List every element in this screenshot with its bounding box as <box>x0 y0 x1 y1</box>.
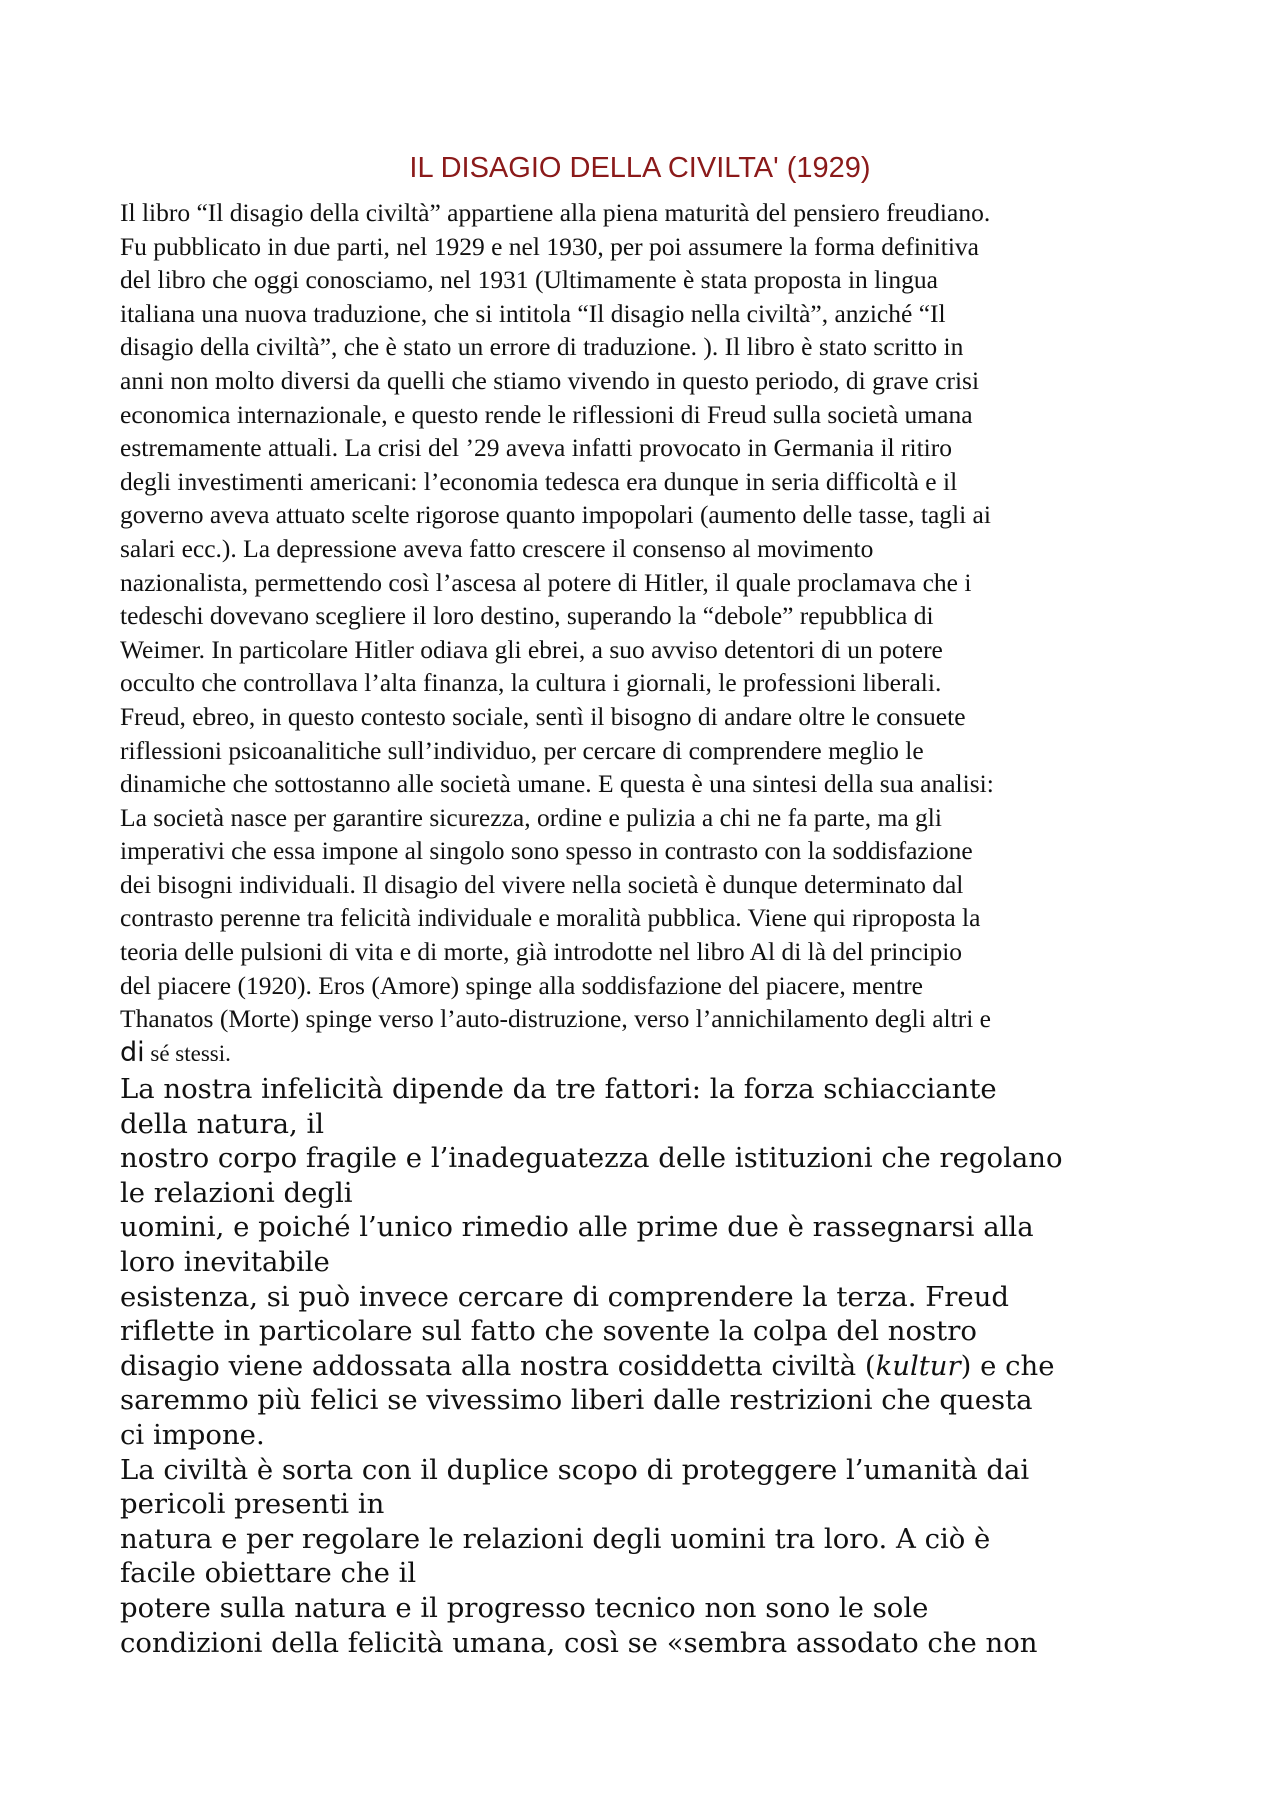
paragraph-line: occulto che controllava l’alta finanza, la cultura i giornali, le professioni liberali. <box>120 668 942 698</box>
paragraph-line: le relazioni degli <box>120 1176 353 1209</box>
paragraph-line: Fu pubblicato in due parti, nel 1929 e nel 1930, per poi assumere la forma definitiva <box>120 231 979 261</box>
paragraph-line: pericoli presenti in <box>120 1488 385 1521</box>
paragraph-line: Weimer. In particolare Hitler odiava gli ebrei, a suo avviso detentori di un potere <box>120 634 943 664</box>
paragraph-line: La nostra infelicità dipende da tre fattori: la forza schiacciante <box>120 1073 997 1105</box>
paragraph-line-tail: sé stessi. <box>144 1040 231 1066</box>
paragraph-line: ci impone. <box>120 1418 265 1451</box>
paragraph-line: saremmo più felici se vivessimo liberi dalle restrizioni che questa <box>120 1384 1033 1417</box>
intro-paragraph <box>120 196 1180 1070</box>
kultur-line-before: disagio viene addossata alla nostra cosiddetta civiltà ( <box>120 1349 876 1382</box>
paragraph-line: esistenza, si può invece cercare di comprendere la terza. Freud <box>120 1280 1010 1313</box>
paragraph-line: del libro che oggi conosciamo, nel 1931 (Ultimamente è stata proposta in lingua <box>120 265 938 295</box>
paragraph-line: riflette in particolare sul fatto che sovente la colpa del nostro <box>120 1315 977 1348</box>
paragraph-line: contrasto perenne tra felicità individuale e moralità pubblica. Viene qui riproposta la <box>120 903 981 933</box>
kultur-line-after: ) e che <box>960 1349 1055 1382</box>
analysis-paragraph <box>120 1072 1180 1660</box>
paragraph-line: Thanatos (Morte) spinge verso l’auto-distruzione, verso l’annichilamento degli altri e <box>120 1004 991 1034</box>
paragraph-line: natura e per regolare le relazioni degli uomini tra loro. A ciò è <box>120 1522 991 1555</box>
paragraph-line: governo aveva attuato scelte rigorose quanto impopolari (aumento delle tasse, tagli ai <box>120 500 991 530</box>
paragraph-line: Il libro “Il disagio della civiltà” appartiene alla piena maturità del pensiero freudiano. <box>120 198 991 227</box>
paragraph-line: economica internazionale, e questo rende le riflessioni di Freud sulla società umana <box>120 399 973 429</box>
paragraph-line: teoria delle pulsioni di vita e di morte, già introdotte nel libro Al di là del principio <box>120 937 963 967</box>
paragraph-line: riflessioni psicoanalitiche sull’individuo, per cercare di comprendere meglio le <box>120 735 924 765</box>
paragraph-line: anni non molto diversi da quelli che stiamo vivendo in questo periodo, di grave crisi <box>120 365 980 395</box>
paragraph-line: del piacere (1920). Eros (Amore) spinge alla soddisfazione del piacere, mentre <box>120 970 923 1000</box>
paragraph-line: della natura, il <box>120 1107 325 1140</box>
document-title: IL DISAGIO DELLA CIVILTA' (1929) <box>409 152 871 184</box>
paragraph-line: potere sulla natura e il progresso tecnico non sono le sole <box>120 1591 929 1624</box>
paragraph-line: uomini, e poiché l’unico rimedio alle prime due è rassegnarsi alla <box>120 1211 1034 1244</box>
paragraph-line: facile obiettare che il <box>120 1557 417 1590</box>
mixed-font-fragment: di <box>120 1036 145 1068</box>
paragraph-line: loro inevitabile <box>120 1245 330 1278</box>
paragraph-line: tedeschi dovevano scegliere il loro destino, superando la “debole” repubblica di <box>120 601 934 631</box>
paragraph-line: degli investimenti americani: l’economia tedesca era dunque in seria difficoltà e il <box>120 466 958 496</box>
paragraph-line: salari ecc.). La depressione aveva fatto crescere il consenso al movimento <box>120 533 874 563</box>
paragraph-line: Freud, ebreo, in questo contesto sociale, sentì il bisogno di andare oltre le consuete <box>120 701 966 731</box>
kultur-term: kultur <box>875 1349 961 1382</box>
paragraph-line: condizioni della felicità umana, così se «sembra assodato che non <box>120 1626 1038 1659</box>
paragraph-line: nazionalista, permettendo così l’ascesa al potere di Hitler, il quale proclamava che i <box>120 567 972 597</box>
paragraph-line: dinamiche che sottostanno alle società umane. E questa è una sintesi della sua analisi: <box>120 769 994 799</box>
paragraph-line: italiana una nuova traduzione, che si intitola “Il disagio nella civiltà”, anziché “Il <box>120 298 946 328</box>
paragraph-line: estremamente attuali. La crisi del ’29 aveva infatti provocato in Germania il ritiro <box>120 433 952 463</box>
paragraph-line: disagio della civiltà”, che è stato un errore di traduzione. ). Il libro è stato scritto in <box>120 332 964 362</box>
paragraph-line: dei bisogni individuali. Il disagio del vivere nella società è dunque determinato dal <box>120 869 964 899</box>
paragraph-line: nostro corpo fragile e l’inadeguatezza delle istituzioni che regolano <box>120 1142 1063 1175</box>
paragraph-line-kultur <box>120 1349 1180 1384</box>
paragraph-line: imperativi che essa impone al singolo sono spesso in contrasto con la soddisfazione <box>120 836 973 866</box>
paragraph-line: La società nasce per garantire sicurezza, ordine e pulizia a chi ne fa parte, ma gli <box>120 802 942 832</box>
paragraph-line-last <box>120 1036 1180 1071</box>
paragraph-line: La civiltà è sorta con il duplice scopo di proteggere l’umanità dai <box>120 1453 1030 1486</box>
